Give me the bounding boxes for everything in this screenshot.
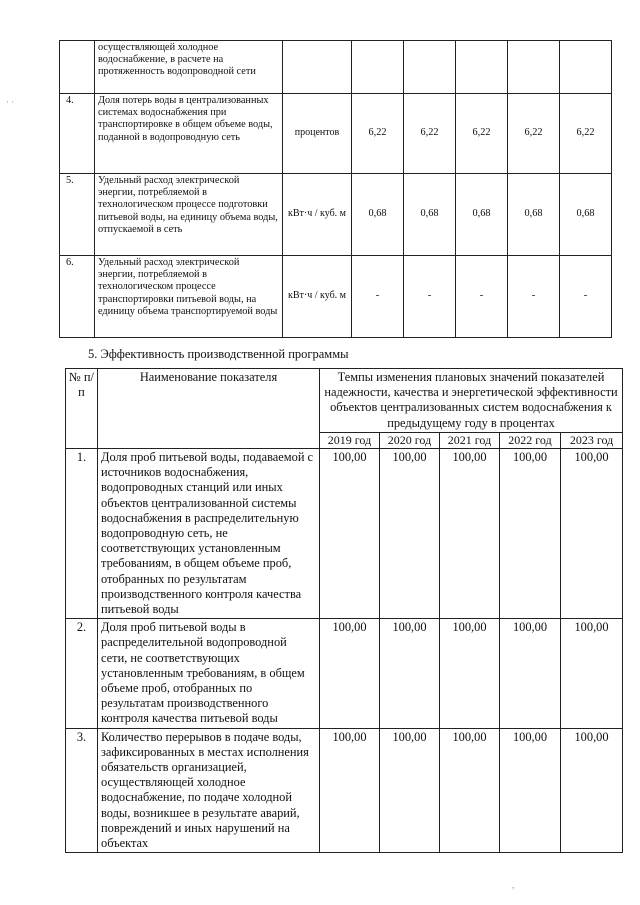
value-cell: 100,00 xyxy=(320,728,380,853)
row-number: 1. xyxy=(66,449,98,619)
value-cell xyxy=(352,41,404,94)
value-cell: 0,68 xyxy=(352,174,404,256)
top-indicators-table xyxy=(59,40,612,338)
indicator-name: Удельный расход электрической энергии, потребляемой в технологическом процессе подготовки питьевой воды, на единицу объема воды, отпускаемой в сеть xyxy=(95,174,283,256)
value-cell: - xyxy=(508,256,560,338)
value-cell: 6,22 xyxy=(352,94,404,174)
value-cell: 0,68 xyxy=(404,174,456,256)
value-cell: 100,00 xyxy=(380,728,440,853)
value-cell: - xyxy=(560,256,612,338)
year-header: 2022 год xyxy=(500,432,561,448)
value-cell: 6,22 xyxy=(456,94,508,174)
year-header: 2019 год xyxy=(320,432,380,448)
row-number xyxy=(60,41,95,94)
indicator-name: Количество перерывов в подаче воды, зафиксированных в местах исполнения обязательств организацией, осуществляющей холодное водоснабжение, по подаче холодной воды, возникшее в результате аварий, повреждений и иных нарушений на объектах xyxy=(98,728,320,853)
value-cell: 100,00 xyxy=(380,619,440,728)
table-row xyxy=(60,94,612,174)
value-cell: - xyxy=(456,256,508,338)
unit-cell xyxy=(283,41,352,94)
table-row xyxy=(66,619,623,728)
value-cell: 0,68 xyxy=(560,174,612,256)
value-cell: 100,00 xyxy=(320,449,380,619)
header-indicator-name: Наименование показателя xyxy=(98,369,320,449)
efficiency-table xyxy=(65,368,623,853)
value-cell: 100,00 xyxy=(500,449,561,619)
unit-cell: процентов xyxy=(283,94,352,174)
value-cell: 100,00 xyxy=(440,449,500,619)
year-header: 2021 год xyxy=(440,432,500,448)
row-number: 6. xyxy=(60,256,95,338)
value-cell xyxy=(404,41,456,94)
indicator-name: Доля потерь воды в централизованных системах водоснабжения при транспортировке в общем объеме воды, поданной в водопроводную сеть xyxy=(95,94,283,174)
year-header: 2020 год xyxy=(380,432,440,448)
section-title: 5. Эффективность производственной программы xyxy=(88,347,349,361)
table-row xyxy=(66,449,623,619)
indicator-name: Доля проб питьевой воды в распределительной водопроводной сети, не соответствующих установленным требованиям, в общем объеме проб, отобранных по результатам производственного контроля качества питьевой воды xyxy=(98,619,320,728)
value-cell: 100,00 xyxy=(380,449,440,619)
value-cell: 6,22 xyxy=(508,94,560,174)
value-cell: 100,00 xyxy=(440,728,500,853)
indicator-name: осуществляющей холодное водоснабжение, в расчете на протяженность водопроводной сети xyxy=(95,41,283,94)
value-cell: 100,00 xyxy=(440,619,500,728)
value-cell: - xyxy=(404,256,456,338)
table-row xyxy=(60,41,612,94)
value-cell: 100,00 xyxy=(500,728,561,853)
scan-speck: · · xyxy=(6,97,15,107)
unit-cell: кВт·ч / куб. м xyxy=(283,256,352,338)
value-cell: 100,00 xyxy=(320,619,380,728)
value-cell: 0,68 xyxy=(508,174,560,256)
header-row xyxy=(66,369,623,433)
value-cell: 100,00 xyxy=(500,619,561,728)
value-cell xyxy=(456,41,508,94)
value-cell xyxy=(508,41,560,94)
header-number: № п/п xyxy=(66,369,98,449)
row-number: 4. xyxy=(60,94,95,174)
table-row xyxy=(60,256,612,338)
value-cell: - xyxy=(352,256,404,338)
value-cell: 100,00 xyxy=(561,449,623,619)
indicator-name: Удельный расход электрической энергии, потребляемой в технологическом процессе транспортировки питьевой воды, на единицу объема транспортируемой воды xyxy=(95,256,283,338)
header-group: Темпы изменения плановых значений показателей надежности, качества и энергетической эффективности объектов централизованных систем водоснабжения к предыдущему году в процентах xyxy=(320,369,623,433)
value-cell: 6,22 xyxy=(560,94,612,174)
row-number: 5. xyxy=(60,174,95,256)
indicator-name: Доля проб питьевой воды, подаваемой с источников водоснабжения, водопроводных станций или иных объектов централизованной системы водоснабжения в распределительную водопроводную сеть, не соответствующих установленным требованиям, в общем объеме проб, отобранных по результатам производственного контроля качества питьевой воды xyxy=(98,449,320,619)
year-header: 2023 год xyxy=(561,432,623,448)
value-cell: 6,22 xyxy=(404,94,456,174)
table-row xyxy=(66,728,623,853)
row-number: 3. xyxy=(66,728,98,853)
value-cell: 0,68 xyxy=(456,174,508,256)
value-cell: 100,00 xyxy=(561,619,623,728)
value-cell: 100,00 xyxy=(561,728,623,853)
table-row xyxy=(60,174,612,256)
unit-cell: кВт·ч / куб. м xyxy=(283,174,352,256)
scan-speck: , xyxy=(512,880,515,890)
row-number: 2. xyxy=(66,619,98,728)
value-cell xyxy=(560,41,612,94)
